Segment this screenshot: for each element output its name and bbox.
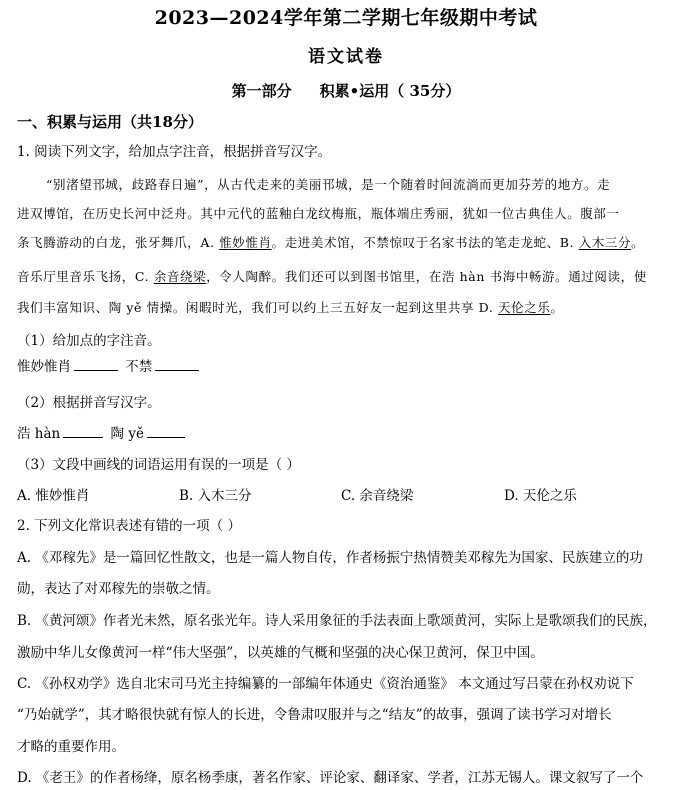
answer-blank[interactable] xyxy=(155,369,199,371)
q2-option-c-cont: “乃始就学”，其才略很快就有惊人的长进，令鲁肃叹服并与之“结友”的故事，强调了读书学习对增长 xyxy=(17,707,612,723)
underlined-word-b: 入木三分 xyxy=(578,235,632,250)
exam-subtitle: 语文试卷 xyxy=(308,47,384,67)
answer-blank[interactable] xyxy=(74,369,118,371)
q1-sub1-label: （1）给加点的字注音。 xyxy=(17,333,161,349)
option-c[interactable]: C. 余音绕梁 xyxy=(341,488,414,504)
answer-blank[interactable] xyxy=(147,436,185,438)
option-a[interactable]: A. 惟妙惟肖 xyxy=(17,488,90,504)
passage-text: 音乐厅里音乐飞扬，C. xyxy=(17,269,154,284)
q2-option-b-cont: 激励中华儿女像黄河一样“伟大坚强”，以英雄的气概和坚强的决心保卫黄河，保卫中国。 xyxy=(17,645,544,661)
passage-text: 我们丰富知识、陶 yě 情操。闲暇时光，我们可以约上三五好友一起到这里共享 D. xyxy=(17,300,499,315)
passage-line: 进双博馆，在历史长河中泛舟。其中元代的蓝釉白龙纹梅瓶，瓶体端庄秀丽，犹如一位古典佳人。腹部一 xyxy=(17,206,620,221)
q2-option-a-cont: 勋，表达了对邓稼先的崇敬之情。 xyxy=(17,581,220,597)
q1-sub1-answers xyxy=(17,357,202,377)
part-number: 第一部分 xyxy=(231,82,292,100)
q1-sub2-answers xyxy=(17,424,188,444)
passage-text: 。 xyxy=(550,300,564,315)
passage-line: “别渚望邗城，歧路春日遍”，从古代走来的美丽邗城，是一个随着时间流淌而更加芬芳的地方。走 xyxy=(46,177,611,192)
part-heading xyxy=(0,80,692,101)
option-b[interactable]: B. 入木三分 xyxy=(179,488,252,504)
q1-stem: 1. 阅读下列文字，给加点字注音，根据拼音写汉字。 xyxy=(17,144,332,160)
section-title: 一、积累与运用（共18分） xyxy=(17,113,203,131)
underlined-word-c: 余音绕梁 xyxy=(153,269,207,284)
passage-line xyxy=(17,267,647,287)
word-item: 浩 hàn xyxy=(17,426,61,442)
part-name: 积累•运用（ 35分） xyxy=(319,82,461,100)
option-d[interactable]: D. 天伦之乐 xyxy=(504,488,577,504)
q1-sub2-label: （2）根据拼音写汉字。 xyxy=(17,395,161,411)
answer-blank[interactable] xyxy=(63,436,103,438)
passage-line xyxy=(17,233,644,253)
passage-text: 。 xyxy=(631,235,645,250)
passage-text: 条飞腾游动的白龙，张牙舞爪，A. xyxy=(17,235,220,250)
q2-option-c[interactable]: C. 《孙权劝学》选自北宋司马光主持编纂的一部编年体通史《资治通鉴》 本文通过写吕蒙在孙权劝说下 xyxy=(17,676,634,692)
word-item: 陶 yě xyxy=(110,426,144,442)
passage-text: ，令人陶醉。我们还可以到图书馆里，在浩 hàn 书海中畅游。通过阅读，使 xyxy=(206,269,647,284)
q2-option-b[interactable]: B. 《黄河颂》作者光未然，原名张光年。诗人采用象征的手法表面上歌颂黄河，实际上是歌颂我们的民族， xyxy=(17,613,657,629)
q1-sub3-options xyxy=(17,486,677,506)
word-item: 惟妙惟肖 xyxy=(17,359,71,375)
q2-stem: 2. 下列文化常识表述有错的一项（ ） xyxy=(17,518,241,534)
word-item: 不禁 xyxy=(125,359,153,375)
underlined-word-d: 天伦之乐 xyxy=(498,300,551,315)
passage-line xyxy=(17,298,564,318)
underlined-word-a: 惟妙惟肖 xyxy=(219,235,272,250)
q2-option-c-cont: 才略的重要作用。 xyxy=(17,739,125,755)
q2-option-d[interactable]: D. 《老王》的作者杨绛，原名杨季康，著名作家、评论家、翻译家、学者，江苏无锡人。课文叙写了一个 xyxy=(17,770,644,786)
passage-text: 。走进美术馆，不禁惊叹于名家书法的笔走龙蛇、B. xyxy=(271,235,579,250)
exam-title: 2023—2024学年第二学期七年级期中考试 xyxy=(154,7,538,29)
q1-sub3-label: （3）文段中画线的词语运用有误的一项是（ ） xyxy=(17,457,300,473)
q2-option-a[interactable]: A. 《邓稼先》是一篇回忆性散文，也是一篇人物自传，作者杨振宁热情赞美邓稼先为国家、民族建立的功 xyxy=(17,550,643,566)
